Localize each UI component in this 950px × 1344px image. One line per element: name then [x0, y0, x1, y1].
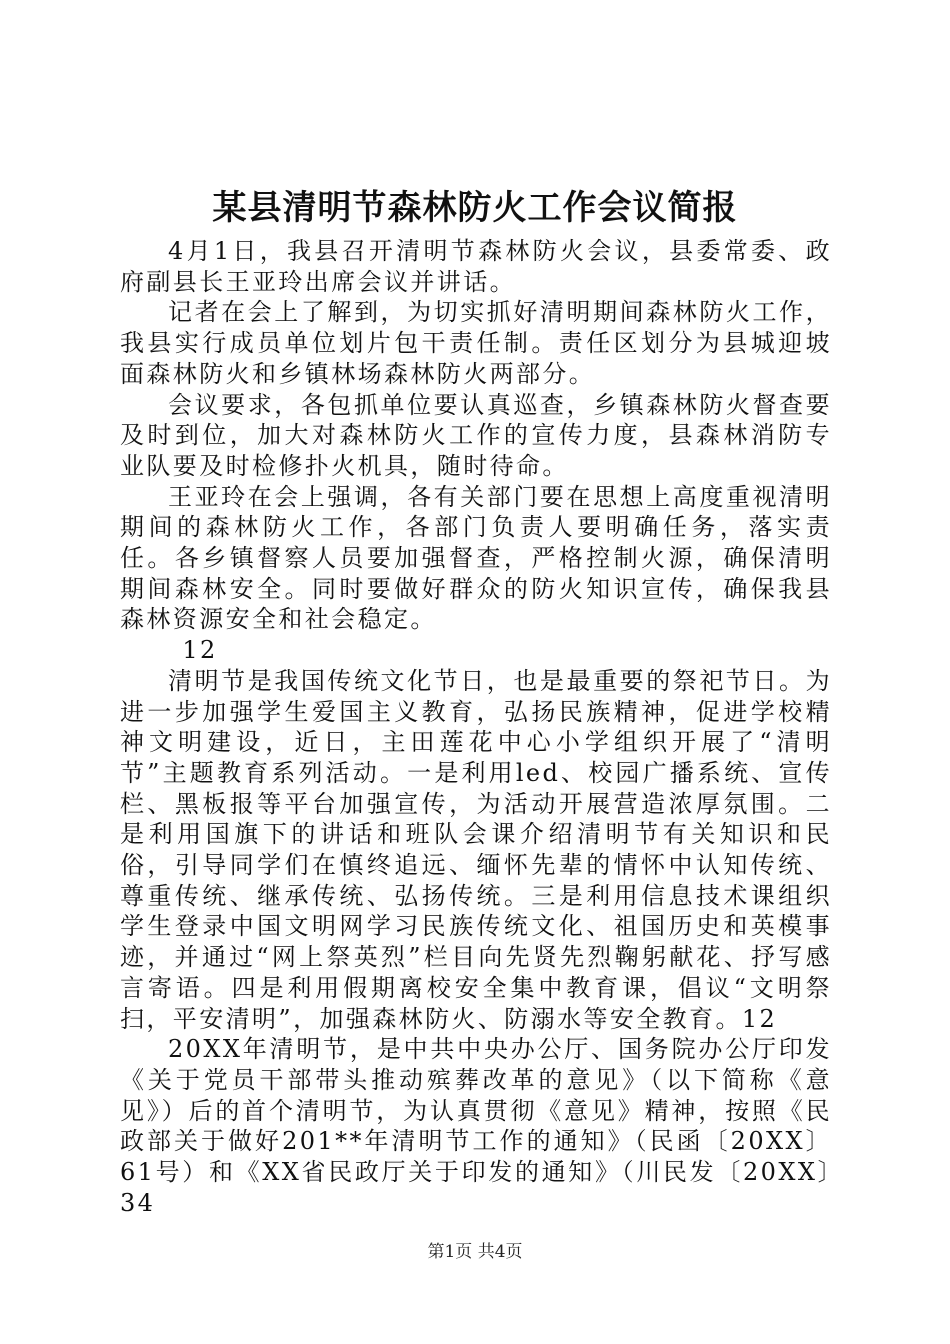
paragraph-school-activities: 清明节是我国传统文化节日，也是最重要的祭祀节日。为进一步加强学生爱国主义教育，弘扬民族精神，促进学校精神文明建设，近日，主田莲花中心小学组织开展了“清明节”主题教育系列活动。一是利用led、校园广播系统、宣传栏、黑板报等平台加强宣传，为活动开展营造浓厚氛围。二是利用国旗下的讲话和班队会课介绍清明节有关知识和民俗，引导同学们在慎终追远、缅怀先辈的情怀中认知传统、尊重传统、继承传统、弘扬传统。三是利用信息技术课组织学生登录中国文明网学习民族传统文化、祖国历史和英模事迹，并通过“网上祭英烈”栏目向先贤先烈鞠躬献花、抒写感言寄语。四是利用假期离校安全集中教育课，倡议“文明祭扫，平安清明”，加强森林防火、防溺水等安全教育。12	[120, 666, 832, 1033]
paragraph-meeting-intro: 4月1日，我县召开清明节森林防火会议，县委常委、政府副县长王亚玲出席会议并讲话。	[120, 237, 832, 296]
paragraph-responsibility-system: 记者在会上了解到，为切实抓好清明期间森林防火工作，我县实行成员单位划片包干责任制。责任区划分为县城迎坡面森林防火和乡镇林场森林防火两部分。	[120, 298, 832, 388]
paragraph-leader-emphasis: 王亚玲在会上强调，各有关部门要在思想上高度重视清明期间的森林防火工作，各部门负责人要明确任务，落实责任。各乡镇督察人员要加强督查，严格控制火源，确保清明期间森林安全。同时要做好群众的防火知识宣传，确保我县森林资源安全和社会稳定。	[120, 482, 832, 634]
paragraph-meeting-requirements: 会议要求，各包抓单位要认真巡查，乡镇森林防火督查要及时到位，加大对森林防火工作的宣传力度，县森林消防专业队要及时检修扑火机具，随时待命。	[120, 390, 832, 480]
paragraph-number-marker: 12	[182, 636, 218, 665]
page-title: 某县清明节森林防火工作会议简报	[212, 188, 738, 228]
document-body	[120, 236, 832, 1219]
page-footer: 第1页 共4页	[427, 1242, 523, 1262]
paragraph-funeral-reform: 20XX年清明节，是中共中央办公厅、国务院办公厅印发《关于党员干部带头推动殡葬改革的意见》（以下简称《意见》）后的首个清明节，为认真贯彻《意见》精神，按照《民政部关于做好201**年清明节工作的通知》（民函〔20XX〕61号）和《XX省民政厅关于印发的通知》（川民发〔20XX〕34	[120, 1035, 832, 1217]
